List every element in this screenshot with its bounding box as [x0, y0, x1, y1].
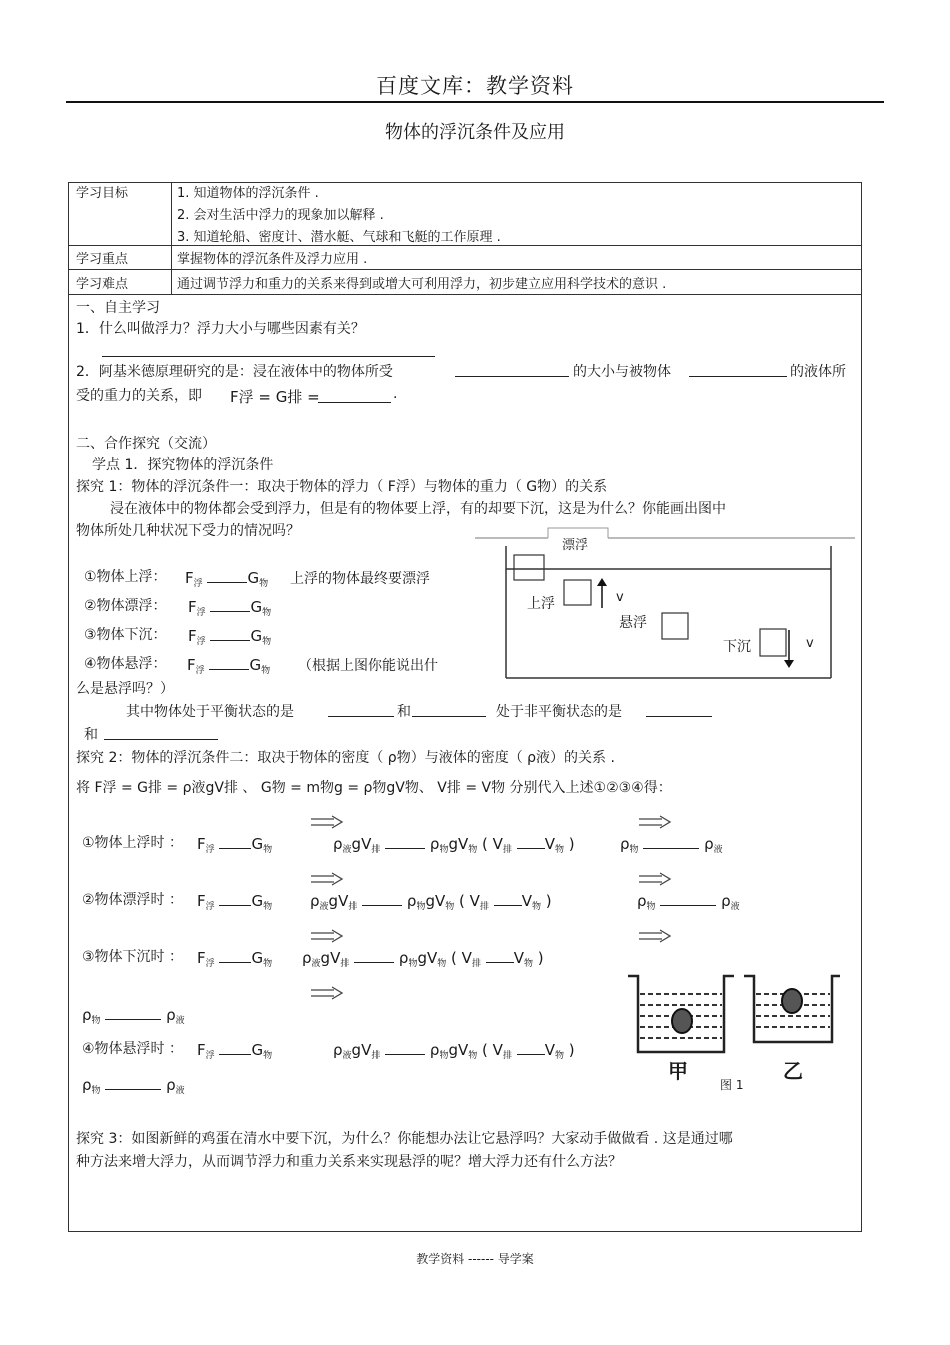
question-2-part-c: 的液体所	[790, 364, 846, 380]
goal-item: 1. 知道物体的浮沉条件 .	[177, 186, 319, 201]
answer-blank[interactable]	[328, 702, 394, 717]
document-title: 物体的浮沉条件及应用	[385, 122, 565, 143]
answer-blank[interactable]	[689, 362, 787, 377]
implies-arrow-icon	[638, 929, 672, 943]
beaker-label-right: 乙	[783, 1059, 803, 1083]
answer-blank[interactable]	[219, 948, 251, 963]
goals-label: 学习目标	[76, 186, 129, 201]
case-suspended-note: （根据上图你能说出什	[298, 658, 438, 674]
implies-arrow-icon	[310, 815, 344, 829]
difficulty-text: 通过调节浮力和重力的关系来得到或增大可利用浮力，初步建立应用科学技术的意识 .	[177, 277, 667, 292]
force-comparison: $F_浮$ $G_物$	[185, 569, 269, 589]
density-case-sinking-label: ③物体下沉时 ：	[82, 949, 184, 965]
question-2-part-d: 受的重力的关系，即	[76, 388, 202, 404]
answer-blank[interactable]	[455, 362, 569, 377]
density-comparison: $\rho_物$ $\rho_液$	[82, 1076, 185, 1096]
answer-blank[interactable]	[494, 891, 522, 906]
part2-heading: 二、合作探究（交流）	[76, 436, 216, 452]
table-row-divider	[68, 245, 862, 246]
density-volume-comparison: $\rho_液gV_排$ $\rho_物gV_物$ ( $V_排$ $V_物$ )	[310, 892, 552, 912]
difficulty-label: 学习难点	[76, 277, 129, 292]
velocity-label: v	[806, 636, 814, 651]
answer-blank[interactable]	[385, 834, 425, 849]
density-case-rising-label: ①物体上浮时 ：	[82, 835, 184, 851]
header-title: 百度文库：教学资料	[376, 74, 574, 98]
goal-item: 2. 会对生活中浮力的现象加以解释 .	[177, 208, 384, 223]
case-rising-label: ①物体上浮：	[84, 569, 167, 585]
header-divider	[66, 101, 884, 103]
case-rising-note: 上浮的物体最终要漂浮	[290, 571, 430, 587]
study-point-1: 学点 1．探究物体的浮沉条件	[92, 457, 274, 473]
figure-caption: 图 1	[720, 1078, 744, 1092]
force-comparison: $F_浮$ $G_物$	[188, 627, 272, 647]
density-comparison: $\rho_物$ $\rho_液$	[620, 835, 723, 855]
explore-3-text: 探究 3：如图新鲜的鸡蛋在清水中要下沉，为什么？你能想办法让它悬浮吗？大家动手做做看 . 这是通过哪	[76, 1131, 733, 1147]
table-column-divider	[171, 182, 172, 294]
answer-blank[interactable]	[660, 891, 716, 906]
force-comparison: $F_浮$ $G_物$	[187, 656, 271, 676]
force-comparison: $F_浮$ $G_物$	[197, 835, 273, 855]
beaker-label-left: 甲	[668, 1059, 688, 1083]
implies-arrow-icon	[638, 872, 672, 886]
answer-blank[interactable]	[210, 626, 250, 641]
conjunction: 和	[84, 727, 98, 743]
answer-blank[interactable]	[643, 834, 699, 849]
answer-blank[interactable]	[354, 948, 394, 963]
answer-blank[interactable]	[318, 388, 391, 403]
case-floating-label: ②物体漂浮：	[84, 598, 167, 614]
density-case-floating-label: ②物体漂浮时 ：	[82, 892, 184, 908]
explore-1-question-cont: 物体所处几种状况下受力的情况吗？	[76, 523, 300, 539]
answer-blank[interactable]	[105, 1075, 161, 1090]
density-volume-comparison: $\rho_液gV_排$ $\rho_物gV_物$ ( $V_排$ $V_物$ )	[333, 1041, 575, 1061]
answer-blank[interactable]	[102, 342, 435, 357]
force-comparison: $F_浮$ $G_物$	[188, 598, 272, 618]
answer-blank[interactable]	[517, 834, 545, 849]
period: .	[393, 386, 398, 402]
density-comparison: $\rho_物$ $\rho_液$	[82, 1006, 185, 1026]
question-2-part-b: 的大小与被物体	[573, 364, 671, 380]
question-1: 1．什么叫做浮力？浮力大小与哪些因素有关？	[76, 321, 365, 337]
answer-blank[interactable]	[385, 1040, 425, 1055]
answer-blank[interactable]	[219, 1040, 251, 1055]
label-rising: 上浮	[527, 596, 555, 612]
table-row-divider	[68, 294, 862, 295]
question-2-part-a: 2．阿基米德原理研究的是：浸在液体中的物体所受	[76, 364, 393, 380]
goal-item: 3. 知道轮船、密度计、潜水艇、气球和飞艇的工作原理 .	[177, 230, 501, 245]
substitution-formula: 将 F浮 = G排 = ρ液gV排 、 G物 = m物g = ρ物gV物、 V排 = V物 分别代入上述①②③④得：	[76, 780, 672, 796]
case-suspended-note-cont: 么是悬浮吗？）	[76, 681, 174, 697]
case-sinking-label: ③物体下沉：	[84, 627, 167, 643]
archimedes-formula: F浮 = G排 =	[230, 388, 320, 406]
force-comparison: $F_浮$ $G_物$	[197, 949, 273, 969]
balance-question: 其中物体处于平衡状态的是	[126, 704, 294, 720]
implies-arrow-icon	[310, 872, 344, 886]
velocity-label: v	[616, 590, 624, 605]
key-point-label: 学习重点	[76, 252, 129, 267]
case-suspended-label: ④物体悬浮：	[84, 656, 167, 672]
label-floating: 漂浮	[562, 538, 589, 553]
egg-beakers-figure	[626, 970, 842, 1060]
answer-blank[interactable]	[104, 725, 218, 740]
label-suspended: 悬浮	[619, 615, 647, 631]
force-comparison: $F_浮$ $G_物$	[197, 1041, 273, 1061]
implies-arrow-icon	[638, 815, 672, 829]
page-footer: 教学资料 ------ 导学案	[416, 1252, 534, 1266]
answer-blank[interactable]	[207, 568, 247, 583]
answer-blank[interactable]	[412, 702, 486, 717]
answer-blank[interactable]	[210, 597, 250, 612]
explore-2-title: 探究 2：物体的浮沉条件二：取决于物体的密度（ ρ物）与液体的密度（ ρ液）的关系 .	[76, 750, 615, 766]
part1-heading: 一、自主学习	[76, 300, 160, 316]
answer-blank[interactable]	[517, 1040, 545, 1055]
answer-blank[interactable]	[219, 834, 251, 849]
table-row-divider	[68, 269, 862, 270]
answer-blank[interactable]	[105, 1005, 161, 1020]
answer-blank[interactable]	[486, 948, 514, 963]
conjunction: 和	[397, 704, 411, 720]
explore-1-title: 探究 1：物体的浮沉条件一：取决于物体的浮力（ F浮）与物体的重力（ G物）的关系	[76, 479, 608, 495]
key-point-text: 掌握物体的浮沉条件及浮力应用 .	[177, 252, 368, 267]
explore-1-question: 浸在液体中的物体都会受到浮力，但是有的物体要上浮，有的却要下沉，这是为什么？你能画出图中	[110, 501, 726, 517]
non-balance-question: 处于非平衡状态的是	[496, 704, 622, 720]
answer-blank[interactable]	[362, 891, 402, 906]
density-case-suspended-label: ④物体悬浮时 ：	[82, 1041, 184, 1057]
density-volume-comparison: $\rho_液gV_排$ $\rho_物gV_物$ ( $V_排$ $V_物$ )	[333, 835, 575, 855]
force-comparison: $F_浮$ $G_物$	[197, 892, 273, 912]
implies-arrow-icon	[310, 929, 344, 943]
answer-blank[interactable]	[209, 655, 249, 670]
answer-blank[interactable]	[219, 891, 251, 906]
answer-blank[interactable]	[646, 702, 712, 717]
explore-3-text-cont: 种方法来增大浮力，从而调节浮力和重力关系来实现悬浮的呢？增大浮力还有什么方法？	[76, 1154, 622, 1170]
label-sinking: 下沉	[723, 639, 751, 655]
density-volume-comparison: $\rho_液gV_排$ $\rho_物gV_物$ ( $V_排$ $V_物$ )	[302, 949, 544, 969]
implies-arrow-icon	[310, 986, 344, 1000]
density-comparison: $\rho_物$ $\rho_液$	[637, 892, 740, 912]
